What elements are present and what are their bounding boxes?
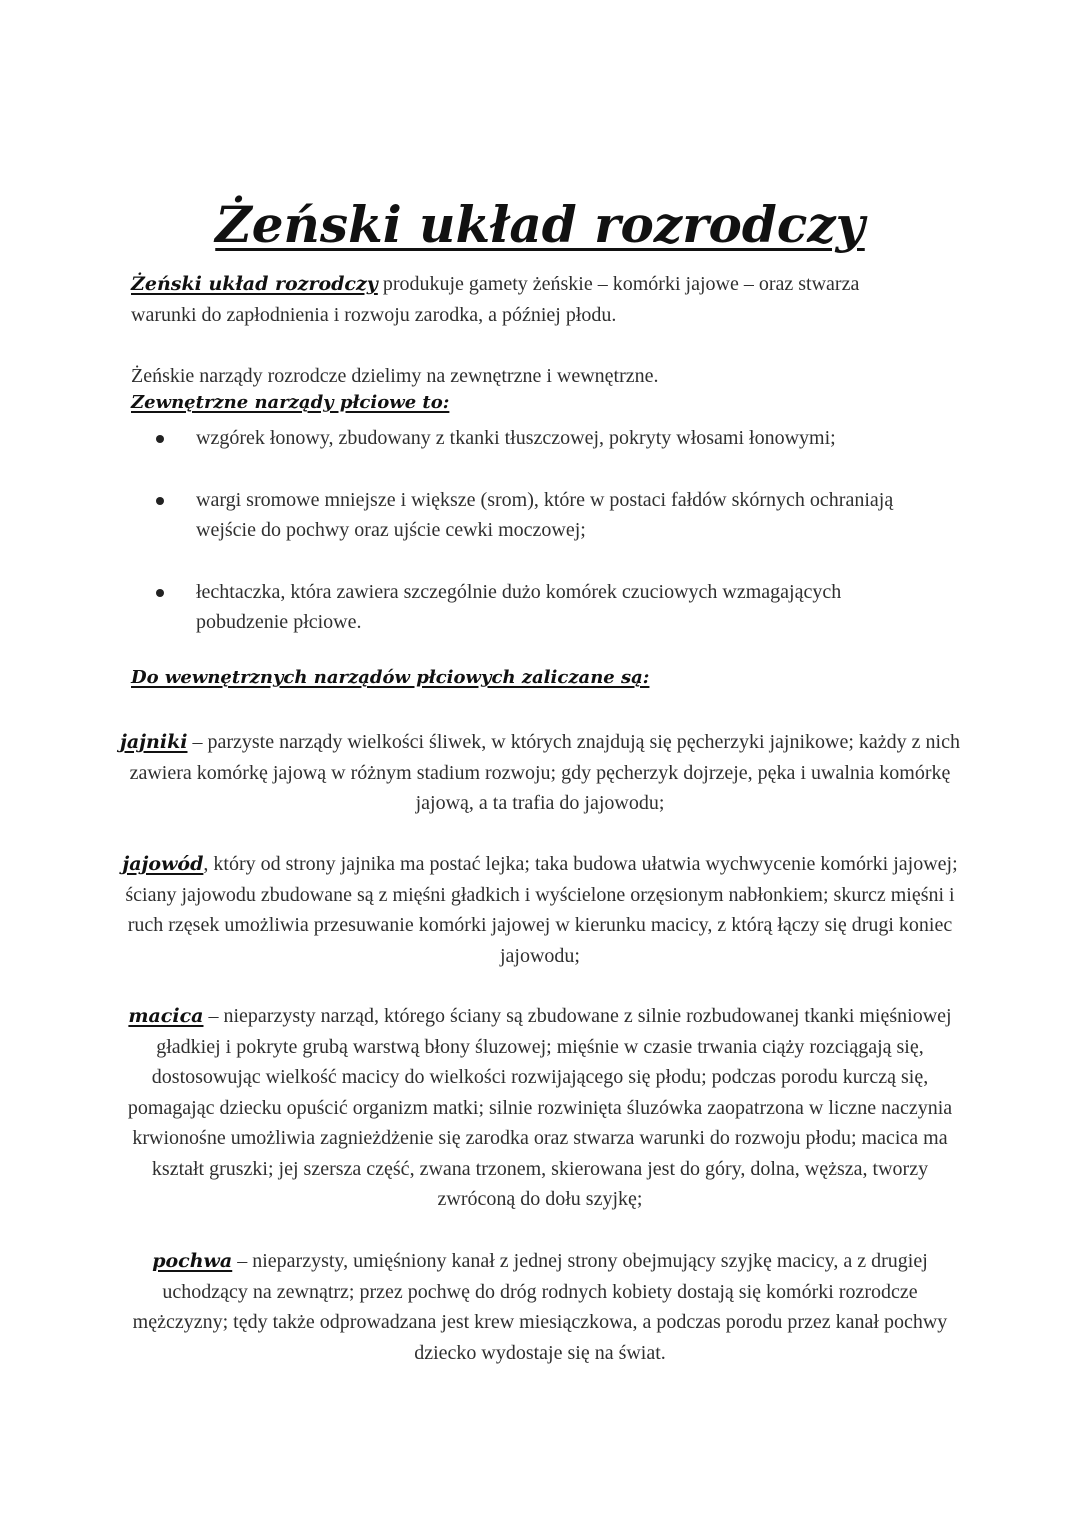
bullet-icon [156,497,164,505]
list-item [131,577,931,638]
organ-description: – nieparzysty, umięśniony kanał z jednej strony obejmujący szyjkę macicy, a z drugiej uchodzący na zewnątrz; przez pochwę do dróg rodnych kobiety dostają się komórki rozrodcze mężczyzny; tędy także odprowadzana jest krew miesiączkowa, a podczas porodu przez kanał pochwy dziecko wydostaje się na świat. [132,1250,948,1364]
organ-term: jajowód [122,853,204,875]
list-item [131,423,931,454]
intro-term: Żeński układ rozrodczy [131,273,378,295]
organ-paragraph-pochwa [120,1246,960,1368]
external-organs-heading-text: Zewnętrzne narządy płciowe to: [131,392,450,413]
organ-term: pochwa [152,1250,233,1272]
internal-organs-heading-text: Do wewnętrznych narządów płciowych zaliczane są: [131,667,650,688]
organ-paragraph-jajniki [120,727,960,819]
organ-description: , który od strony jajnika ma postać lejka; taka budowa ułatwia wychwycenie komórki jajowej; ściany jajowodu zbudowane są z mięśni gładkich i wyścielone orzęsionym nabłonkiem; skurcz mięśni i ruch rzęsek umożliwia przesuwanie komórki jajowej w kierunku macicy, z którą łączy się drugi koniec jajowodu; [125,853,958,967]
organ-paragraph-macica [120,1001,960,1215]
organ-paragraph-jajowod [120,849,960,971]
intro-text: produkuje gamety żeńskie – komórki jajowe – oraz stwarza warunki do zapłodnienia i rozwoju zarodka, a później płodu. [131,273,860,326]
external-organs-list [131,423,931,638]
bullet-icon [156,435,164,443]
list-item-text: wargi sromowe mniejsze i większe (srom), które w postaci fałdów skórnych ochraniają wejście do pochwy oraz ujście cewki moczowej; [196,488,894,541]
organ-term: macica [128,1005,204,1027]
internal-organs-heading [131,667,649,688]
organ-description: – parzyste narządy wielkości śliwek, w których znajdują się pęcherzyki jajnikowe; każdy z nich zawiera komórkę jajową w różnym stadium rozwoju; gdy pęcherzyk dojrzeje, pęka i uwalnia komórkę jajową, a ta trafia do jajowodu; [129,731,960,814]
division-paragraph: Żeńskie narządy rozrodcze dzielimy na zewnętrzne i wewnętrzne. [131,365,659,387]
list-item [131,485,931,546]
external-organs-heading [131,392,449,413]
bullet-icon [156,589,164,597]
list-item-text: łechtaczka, która zawiera szczególnie dużo komórek czuciowych wzmagających pobudzenie płciowe. [196,580,842,633]
organ-term: jajniki [120,731,188,753]
intro-paragraph [131,269,911,330]
page-title: Żeński układ rozrodczy [215,195,865,254]
list-item-text: wzgórek łonowy, zbudowany z tkanki tłuszczowej, pokryty włosami łonowymi; [196,427,836,449]
organ-description: – nieparzysty narząd, którego ściany są zbudowane z silnie rozbudowanej tkanki mięśniowej gładkiej i pokryte grubą warstwą błony śluzowej; mięśnie w czasie trwania ciąży rozciągają się, dostosowując wielkość macicy do wielkości rozwijającego się płodu; podczas porodu kurczą się, pomagając dziecku opuścić organizm matki; silnie rozwinięta śluzówka zaopatrzona w liczne naczynia krwionośne umożliwia zagnieżdżenie się zarodka oraz stwarza warunki do rozwoju płodu; macica ma kształt gruszki; jej szersza część, zwana trzonem, skierowana jest do góry, dolna, węższa, tworzy zwróconą do dołu szyjkę; [127,1005,953,1210]
